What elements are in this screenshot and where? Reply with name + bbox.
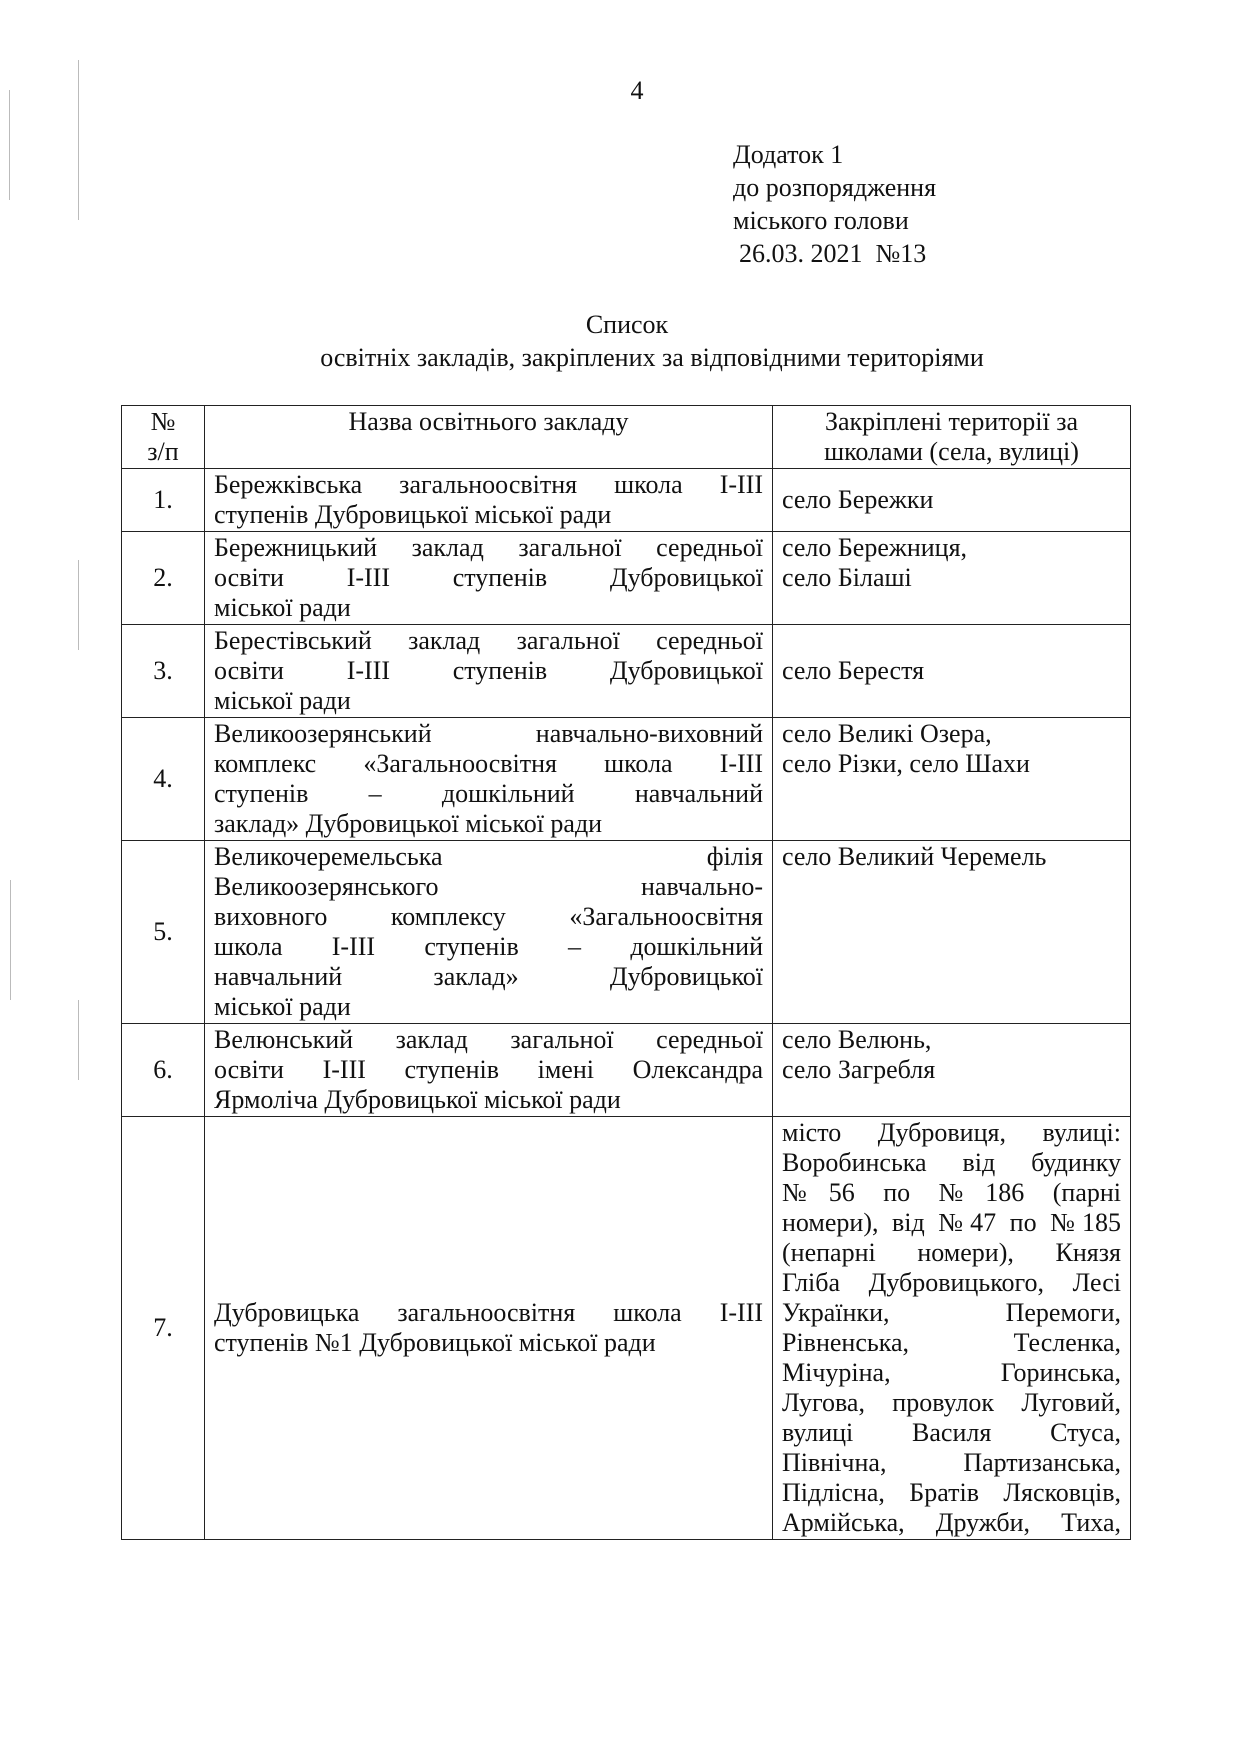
- table-row: [122, 625, 1131, 718]
- table-row: [122, 841, 1131, 1024]
- school-name-line: міської ради: [214, 992, 351, 1021]
- territory-line: Лугова, провулок Луговий,: [782, 1388, 1121, 1417]
- scan-artifact: [78, 1000, 79, 1080]
- school-name-line: Ярмоліча Дубровицької міської ради: [214, 1085, 621, 1114]
- school-name-line: ступенів №1 Дубровицької міської ради: [214, 1328, 656, 1357]
- territory-line: село Великі Озера,: [782, 719, 992, 748]
- row-number: 6.: [122, 1024, 205, 1117]
- territory-line: Підлісна, Братів Лясковців,: [782, 1478, 1121, 1507]
- school-name: [205, 841, 773, 1024]
- school-name-line: Дубровицька загальноосвітня школа І-ІІІ: [214, 1298, 763, 1327]
- territory-line: село Білаші: [782, 563, 912, 592]
- table-row: [122, 1024, 1131, 1117]
- territory-cell: [773, 841, 1131, 1024]
- territory-line: село Бережки: [782, 485, 934, 514]
- school-name-line: Берестівський заклад загальної середньої: [214, 626, 763, 655]
- school-name-line: міської ради: [214, 686, 351, 715]
- school-name-line: Бережницький заклад загальної середньої: [214, 533, 763, 562]
- row-number: 1.: [122, 469, 205, 532]
- school-name-line: заклад» Дубровицької міської ради: [214, 809, 603, 838]
- territory-line: село Великий Черемель: [782, 842, 1047, 871]
- territory-cell: [773, 1024, 1131, 1117]
- territory-line: село Різки, село Шахи: [782, 749, 1030, 778]
- territory-line: село Загребля: [782, 1055, 936, 1084]
- school-name: [205, 718, 773, 841]
- row-number: 3.: [122, 625, 205, 718]
- territory-line: Мічуріна, Горинська,: [782, 1358, 1121, 1387]
- school-name-line: Великочеремельська філія: [214, 842, 763, 871]
- territory-line: Армійська, Дружби, Тиха,: [782, 1508, 1121, 1537]
- territory-line: Воробинська від будинку: [782, 1148, 1121, 1177]
- header-name: Назва освітнього закладу: [205, 406, 773, 469]
- table-row: [122, 469, 1131, 532]
- row-number: 2.: [122, 532, 205, 625]
- scan-artifact: [78, 60, 79, 220]
- row-number: 4.: [122, 718, 205, 841]
- school-name: [205, 1024, 773, 1117]
- row-number: 7.: [122, 1117, 205, 1540]
- school-name-line: Великоозерянський навчально-виховний: [214, 719, 763, 748]
- scan-artifact: [10, 880, 11, 1000]
- table-row: [122, 1117, 1131, 1540]
- territory-line: (непарні номери), Князя: [782, 1238, 1121, 1267]
- territory-line: №56 по №186 (парні: [782, 1178, 1121, 1207]
- school-name: [205, 532, 773, 625]
- school-name-line: освіти І-ІІІ ступенів імені Олександра: [214, 1055, 763, 1084]
- appendix-block: [733, 138, 1213, 270]
- school-name-line: виховного комплексу «Загальноосвітня: [214, 902, 763, 931]
- school-name: [205, 1117, 773, 1540]
- territory-line: номери), від №47 по №185: [782, 1208, 1121, 1237]
- row-number: 5.: [122, 841, 205, 1024]
- table-row: [122, 532, 1131, 625]
- territory-line: село Берестя: [782, 656, 925, 685]
- territory-line: село Велюнь,: [782, 1025, 932, 1054]
- school-name-line: Великоозерянського навчально-: [214, 872, 763, 901]
- territory-line: Гліба Дубровицького, Лесі: [782, 1268, 1121, 1297]
- school-name-line: освіти І-ІІІ ступенів Дубровицької: [214, 656, 763, 685]
- territory-line: Північна, Партизанська,: [782, 1448, 1121, 1477]
- scan-artifact: [78, 560, 79, 650]
- school-name-line: освіти І-ІІІ ступенів Дубровицької: [214, 563, 763, 592]
- territory-cell: [773, 625, 1131, 718]
- school-name-line: Велюнський заклад загальної середньої: [214, 1025, 763, 1054]
- school-name-line: комплекс «Загальноосвітня школа І-ІІІ: [214, 749, 763, 778]
- title-subtitle: освітніх закладів, закріплених за відповідними територіями: [320, 343, 984, 372]
- school-name-line: школа І-ІІІ ступенів – дошкільний: [214, 932, 763, 961]
- territory-cell: [773, 718, 1131, 841]
- appendix-line: міського голови: [733, 206, 909, 235]
- table-row: [122, 718, 1131, 841]
- school-name: [205, 625, 773, 718]
- school-name-line: ступенів – дошкільний навчальний: [214, 779, 763, 808]
- school-name: [205, 469, 773, 532]
- territory-line: село Бережниця,: [782, 533, 968, 562]
- appendix-line: до розпорядження: [733, 173, 937, 202]
- territory-line: Українки, Перемоги,: [782, 1298, 1121, 1327]
- header-number: № з/п: [122, 406, 205, 469]
- school-name-line: міської ради: [214, 593, 351, 622]
- document-title: [0, 308, 1254, 374]
- territory-cell: [773, 532, 1131, 625]
- header-territory: Закріплені території за школами (села, вулиці): [773, 406, 1131, 469]
- appendix-date: 26.03. 2021 №13: [739, 239, 927, 268]
- school-name-line: Бережківська загальноосвітня школа І-ІІІ: [214, 470, 763, 499]
- territory-cell: [773, 1117, 1131, 1540]
- territory-cell: [773, 469, 1131, 532]
- appendix-line: Додаток 1: [733, 140, 844, 169]
- table-header-row: [122, 406, 1131, 469]
- territory-line: вулиці Василя Стуса,: [782, 1418, 1121, 1447]
- scan-artifact: [9, 90, 10, 200]
- school-name-line: ступенів Дубровицької міської ради: [214, 500, 612, 529]
- schools-table: [121, 405, 1131, 1540]
- title-main: Список: [585, 310, 669, 339]
- territory-line: місто Дубровиця, вулиці:: [782, 1118, 1121, 1147]
- territory-line: Рівненська, Тесленка,: [782, 1328, 1121, 1357]
- school-name-line: навчальний заклад» Дубровицької: [214, 962, 763, 991]
- page-number: 4: [630, 76, 644, 105]
